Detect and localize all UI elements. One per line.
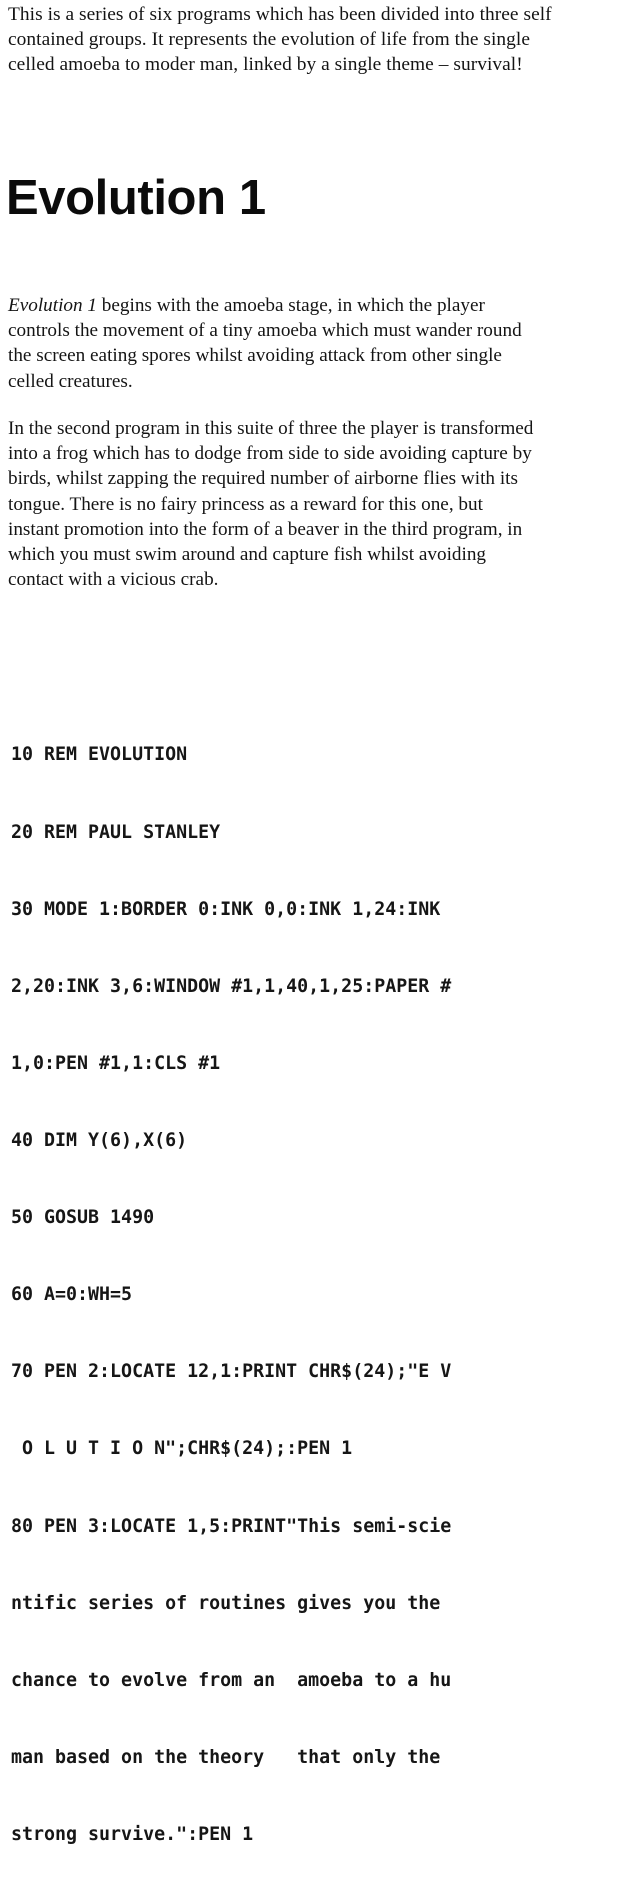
description-paragraph-1 <box>8 293 613 394</box>
intro-line: This is a series of six programs which has been divided into three self <box>8 4 552 25</box>
code-line: 80 PEN 3:LOCATE 1,5:PRINT"This semi-scie <box>11 1515 452 1537</box>
intro-line: contained groups. It represents the evolution of life from the single <box>8 29 531 50</box>
paragraph-line: begins with the amoeba stage, in which the player <box>97 295 485 316</box>
code-line: 30 MODE 1:BORDER 0:INK 0,0:INK 1,24:INK <box>11 898 441 920</box>
paragraph-line: In the second program in this suite of three the player is transformed <box>8 418 534 439</box>
intro-paragraph <box>8 2 613 77</box>
basic-program-listing <box>11 691 616 1899</box>
intro-line: celled amoeba to moder man, linked by a single theme – survival! <box>8 54 523 75</box>
code-line: 10 REM EVOLUTION <box>11 744 188 766</box>
paragraph-line: celled creatures. <box>8 370 133 392</box>
paragraph-line: which you must swim around and capture fish whilst avoiding <box>8 544 487 566</box>
code-line: 20 REM PAUL STANLEY <box>11 821 221 843</box>
italic-program-name: Evolution 1 <box>8 295 97 316</box>
program-title: Evolution 1 <box>6 171 266 225</box>
code-line: O L U T I O N";CHR$(24);:PEN 1 <box>11 1438 353 1460</box>
code-line: 40 DIM Y(6),X(6) <box>11 1129 188 1151</box>
code-line: 60 A=0:WH=5 <box>11 1284 133 1306</box>
code-line: 70 PEN 2:LOCATE 12,1:PRINT CHR$(24);"E V <box>11 1361 452 1383</box>
code-line: 50 GOSUB 1490 <box>11 1207 155 1229</box>
code-line: ntific series of routines gives you the <box>11 1592 441 1614</box>
code-line: chance to evolve from an amoeba to a hu <box>11 1669 452 1691</box>
code-line: man based on the theory that only the <box>11 1746 441 1768</box>
paragraph-line: birds, whilst zapping the required number of airborne flies with its <box>8 468 518 490</box>
code-line: strong survive.":PEN 1 <box>11 1823 254 1845</box>
code-line: 1,0:PEN #1,1:CLS #1 <box>11 1052 221 1074</box>
paragraph-line: the screen eating spores whilst avoiding attack from other single <box>8 345 502 367</box>
paragraph-line: tongue. There is no fairy princess as a reward for this one, but <box>8 493 483 515</box>
description-paragraph-2 <box>8 416 613 592</box>
paragraph-line: contact with a vicious crab. <box>8 569 219 591</box>
paragraph-line: instant promotion into the form of a beaver in the third program, in <box>8 518 523 540</box>
code-line: 2,20:INK 3,6:WINDOW #1,1,40,1,25:PAPER # <box>11 975 452 997</box>
paragraph-line: controls the movement of a tiny amoeba which must wander round <box>8 320 522 342</box>
paragraph-line: into a frog which has to dodge from side to side avoiding capture by <box>8 443 532 465</box>
